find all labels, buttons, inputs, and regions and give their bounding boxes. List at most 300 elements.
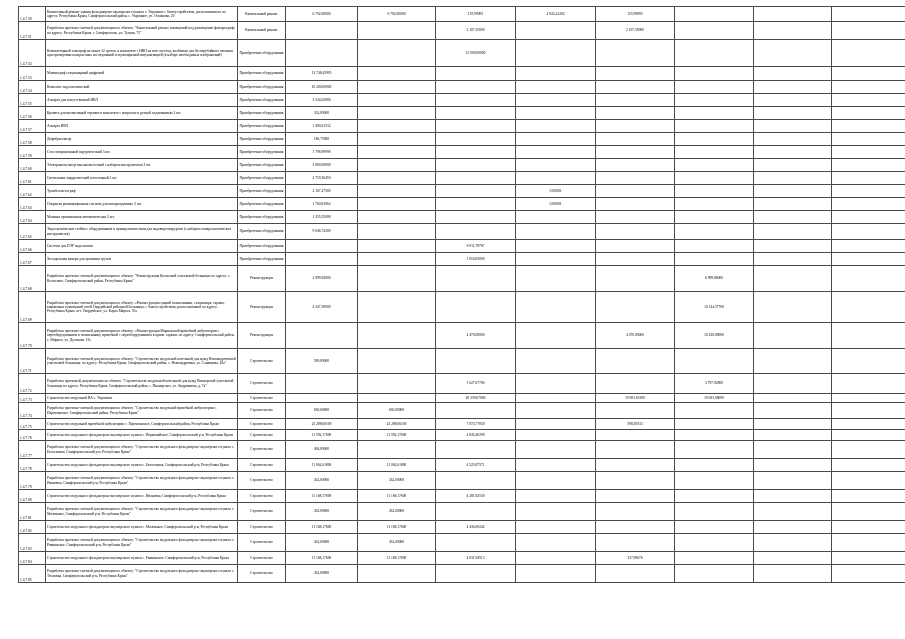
row-number: 1.4.7.67 bbox=[19, 253, 46, 266]
object-name: Разработка проектно-сметной документации по объекту: "Строительство модульной котельной для нужд Новоандреевской участковой больницы, по адресу: Республика Крым, Симферопольский район, с. Новоандреевка, ул. Славянова, 20а" bbox=[46, 349, 238, 374]
empty-cell bbox=[832, 107, 905, 120]
empty-cell bbox=[832, 292, 905, 323]
amount-col-4: 2 924,22202 bbox=[516, 7, 596, 22]
amount-col-4 bbox=[516, 81, 596, 94]
amount-col-6 bbox=[675, 240, 754, 253]
amount-col-5 bbox=[596, 40, 675, 67]
row-number: 1.4.7.59 bbox=[19, 146, 46, 159]
amount-col-5: 2 107,35000 bbox=[596, 22, 675, 40]
amount-col-2 bbox=[358, 172, 436, 185]
amount-col-1: 186,75000 bbox=[286, 133, 358, 146]
amount-col-4 bbox=[516, 534, 596, 552]
amount-col-5 bbox=[596, 374, 675, 394]
amount-col-5 bbox=[596, 198, 675, 211]
amount-col-7 bbox=[754, 159, 832, 172]
table-row bbox=[19, 430, 905, 441]
amount-col-3: 1 016,05000 bbox=[436, 253, 516, 266]
amount-col-3: 155,99095 bbox=[436, 7, 516, 22]
amount-col-2: 23 288,66100 bbox=[358, 419, 436, 430]
amount-col-7 bbox=[754, 534, 832, 552]
amount-col-1: 9 046,74300 bbox=[286, 224, 358, 240]
amount-col-1: 1 796,99999 bbox=[286, 146, 358, 159]
amount-col-7 bbox=[754, 349, 832, 374]
amount-col-5 bbox=[596, 292, 675, 323]
amount-col-4 bbox=[516, 253, 596, 266]
amount-col-6 bbox=[675, 7, 754, 22]
amount-col-7 bbox=[754, 266, 832, 292]
work-type: Приобретение оборудования bbox=[238, 185, 286, 198]
amount-col-3 bbox=[436, 67, 516, 81]
amount-col-2: 432,00000 bbox=[358, 503, 436, 521]
work-type: Приобретение оборудования bbox=[238, 198, 286, 211]
empty-cell bbox=[832, 240, 905, 253]
object-name: Строительство модульной врачебной амбулатории с. Партизанское, Симферопольский район, Республика Крым bbox=[46, 419, 238, 430]
amount-col-3: 1 627,67700 bbox=[436, 374, 516, 394]
amount-col-1: 432,00000 bbox=[286, 472, 358, 490]
amount-col-5 bbox=[596, 349, 675, 374]
amount-col-5 bbox=[596, 185, 675, 198]
amount-col-6 bbox=[675, 40, 754, 67]
amount-col-3: 2 107,35000 bbox=[436, 22, 516, 40]
object-name: Разработка проектно-сметной документации по объекту: "Строительство модульной врачебной амбулатории с. Партизанское, Симферопольский район, Республика Крым" bbox=[46, 403, 238, 419]
amount-col-7 bbox=[754, 120, 832, 133]
amount-col-4 bbox=[516, 430, 596, 441]
amount-col-5 bbox=[596, 266, 675, 292]
table-row bbox=[19, 185, 905, 198]
amount-col-7 bbox=[754, 211, 832, 224]
amount-col-4 bbox=[516, 159, 596, 172]
object-name: Разработка проектно-сметной документации по объекту: «Реконструкция Мирновской врачебной амбулатории с переоборудованием в поликлинику, врачебной с переоборудованием в архив, гаражи, по адресу: Симферопольский район, с. Мирное, ул. Дуганова, 16» bbox=[46, 323, 238, 349]
empty-cell bbox=[832, 133, 905, 146]
amount-col-2 bbox=[358, 198, 436, 211]
object-name: Строительство модульного фельдшерско-акушерского пункта с. Равнинское, Симферопольский р-н, Республика Крым bbox=[46, 552, 238, 565]
table-row bbox=[19, 133, 905, 146]
amount-col-4 bbox=[516, 292, 596, 323]
amount-col-6 bbox=[675, 349, 754, 374]
empty-cell bbox=[832, 394, 905, 403]
amount-col-7 bbox=[754, 441, 832, 459]
object-name: Разработка проектно-сметной документации по объекту: "Капитальный ремонт помещений под размещение флюорографа по адресу: Республика Крым, г. Симферополь, ул. Тухова, 73" bbox=[46, 22, 238, 40]
work-type: Строительство bbox=[238, 552, 286, 565]
amount-col-7 bbox=[754, 403, 832, 419]
amount-col-6: 6 999,86000 bbox=[675, 266, 754, 292]
table-body bbox=[19, 7, 905, 583]
amount-col-7 bbox=[754, 472, 832, 490]
amount-col-7 bbox=[754, 292, 832, 323]
work-type: Строительство bbox=[238, 374, 286, 394]
amount-col-6 bbox=[675, 552, 754, 565]
amount-col-7 bbox=[754, 323, 832, 349]
amount-col-6 bbox=[675, 159, 754, 172]
object-name: Разработка проектно-сметной документации по объекту: "Реконструкция Колхозной участковой больницы по адресу: с. Колхозное, Симферопольский район, Республика Крым" bbox=[46, 266, 238, 292]
work-type: Приобретение оборудования bbox=[238, 172, 286, 185]
work-type: Реконструкция bbox=[238, 266, 286, 292]
empty-cell bbox=[832, 534, 905, 552]
row-number: 1.4.7.72 bbox=[19, 374, 46, 394]
amount-col-4 bbox=[516, 521, 596, 534]
object-name: Разработка проектно-сметной документации по объекту: "Строительство модульного фельдшерско-акушерского пункта с. Равнинское, Симферопольский р-н, Республика Крым" bbox=[46, 534, 238, 552]
amount-col-1: 432,00000 bbox=[286, 503, 358, 521]
amount-col-2 bbox=[358, 349, 436, 374]
empty-cell bbox=[832, 22, 905, 40]
amount-col-6 bbox=[675, 94, 754, 107]
amount-col-5 bbox=[596, 534, 675, 552]
work-type: Капитальный ремонт bbox=[238, 7, 286, 22]
table-row bbox=[19, 323, 905, 349]
work-type: Строительство bbox=[238, 419, 286, 430]
amount-col-3: 4 525,87571 bbox=[436, 459, 516, 472]
table-row bbox=[19, 172, 905, 185]
amount-col-7 bbox=[754, 81, 832, 94]
amount-col-2 bbox=[358, 94, 436, 107]
amount-col-1 bbox=[286, 374, 358, 394]
row-number: 1.4.7.66 bbox=[19, 240, 46, 253]
amount-col-4 bbox=[516, 459, 596, 472]
amount-col-7 bbox=[754, 565, 832, 583]
row-number: 1.4.7.65 bbox=[19, 224, 46, 240]
work-type: Строительство bbox=[238, 459, 286, 472]
object-name: Разработка проектно-сметной документации по объекту: «Реконструкция зданий поликлиники, стационара, гаража, кирпичных помещений сетей Гвардейской районной больницы, с благоустройством, расположенной по адресу: Республика Крым, пгт. Гвардейское, ул. Карла Маркса, 53» bbox=[46, 292, 238, 323]
table-row bbox=[19, 224, 905, 240]
object-name: Дефибриллятор bbox=[46, 133, 238, 146]
amount-col-2 bbox=[358, 240, 436, 253]
amount-col-1: 2 719,30450 bbox=[286, 172, 358, 185]
amount-col-1: 2 167,27500 bbox=[286, 185, 358, 198]
amount-col-7 bbox=[754, 521, 832, 534]
table-row bbox=[19, 490, 905, 503]
amount-col-3 bbox=[436, 472, 516, 490]
amount-col-7 bbox=[754, 146, 832, 159]
amount-col-6 bbox=[675, 22, 754, 40]
amount-col-2: 11 168,17600 bbox=[358, 490, 436, 503]
amount-col-2: 6 792,00000 bbox=[358, 7, 436, 22]
amount-col-6: 10 144,37700 bbox=[675, 292, 754, 323]
work-type: Строительство bbox=[238, 430, 286, 441]
row-number: 1.4.7.62 bbox=[19, 185, 46, 198]
table-row bbox=[19, 120, 905, 133]
empty-cell bbox=[832, 323, 905, 349]
work-type: Приобретение оборудования bbox=[238, 240, 286, 253]
table-row bbox=[19, 240, 905, 253]
object-name: Строительство модульного фельдшерско-акушерского пункта с. Первомайское, Симферопольский р-н, Республика Крым bbox=[46, 430, 238, 441]
amount-col-4 bbox=[516, 349, 596, 374]
work-type: Строительство bbox=[238, 490, 286, 503]
amount-col-1: 3 000,00000 bbox=[286, 159, 358, 172]
object-name: Капитальный ремонт здания фельдшерско-акушерского пункта с. Укромное с благоустройством, расположенного по адресу: Республика Крым, Симферопольский район, с. Укромное, ул. Османова, 20 bbox=[46, 7, 238, 22]
amount-col-1: 599,00000 bbox=[286, 349, 358, 374]
work-type: Приобретение оборудования bbox=[238, 40, 286, 67]
amount-col-3 bbox=[436, 94, 516, 107]
amount-col-2 bbox=[358, 81, 436, 94]
amount-col-1: 11 168,17600 bbox=[286, 490, 358, 503]
row-number: 1.4.7.61 bbox=[19, 172, 46, 185]
amount-col-7 bbox=[754, 22, 832, 40]
table-row bbox=[19, 22, 905, 40]
object-name: Машина промывочная автоматическая 2 шт. bbox=[46, 211, 238, 224]
row-number: 1.4.7.57 bbox=[19, 120, 46, 133]
amount-col-5 bbox=[596, 133, 675, 146]
amount-col-6 bbox=[675, 146, 754, 159]
object-name: Открытая реанимационная система для новорожденных 3 шт. bbox=[46, 198, 238, 211]
amount-col-6 bbox=[675, 419, 754, 430]
amount-col-6 bbox=[675, 81, 754, 94]
amount-col-3 bbox=[436, 120, 516, 133]
row-number: 1.4.7.71 bbox=[19, 349, 46, 374]
amount-col-1: 11 168,17600 bbox=[286, 521, 358, 534]
row-number: 1.4.7.74 bbox=[19, 403, 46, 419]
amount-col-4 bbox=[516, 323, 596, 349]
empty-cell bbox=[832, 67, 905, 81]
amount-col-7 bbox=[754, 185, 832, 198]
row-number: 1.4.7.55 bbox=[19, 94, 46, 107]
row-number: 1.4.7.78 bbox=[19, 459, 46, 472]
table-row bbox=[19, 253, 905, 266]
empty-cell bbox=[832, 94, 905, 107]
work-type: Реконструкция bbox=[238, 323, 286, 349]
amount-col-2 bbox=[358, 323, 436, 349]
table-row bbox=[19, 534, 905, 552]
row-number: 1.4.7.75 bbox=[19, 419, 46, 430]
amount-col-4 bbox=[516, 146, 596, 159]
amount-col-4 bbox=[516, 472, 596, 490]
empty-cell bbox=[832, 146, 905, 159]
amount-col-6 bbox=[675, 490, 754, 503]
amount-col-2: 11 592,17600 bbox=[358, 430, 436, 441]
amount-col-5 bbox=[596, 94, 675, 107]
amount-col-7 bbox=[754, 419, 832, 430]
amount-col-3: 2 845,40299 bbox=[436, 430, 516, 441]
table-row bbox=[19, 211, 905, 224]
amount-col-2: 432,00000 bbox=[358, 472, 436, 490]
empty-cell bbox=[832, 503, 905, 521]
amount-col-5 bbox=[596, 459, 675, 472]
amount-col-1: 2 999,94000 bbox=[286, 266, 358, 292]
amount-col-5 bbox=[596, 159, 675, 172]
amount-col-5 bbox=[596, 521, 675, 534]
row-number: 1.4.7.73 bbox=[19, 394, 46, 403]
amount-col-2: 630,00000 bbox=[358, 403, 436, 419]
amount-col-1: 11 592,17600 bbox=[286, 430, 358, 441]
amount-col-5 bbox=[596, 472, 675, 490]
empty-cell bbox=[832, 430, 905, 441]
table-row bbox=[19, 565, 905, 583]
amount-col-6 bbox=[675, 430, 754, 441]
amount-col-7 bbox=[754, 107, 832, 120]
amount-col-1: 11 062,61800 bbox=[286, 459, 358, 472]
amount-col-4 bbox=[516, 394, 596, 403]
row-number: 1.4.7.54 bbox=[19, 81, 46, 94]
amount-col-7 bbox=[754, 253, 832, 266]
amount-col-3: 4 470,00000 bbox=[436, 323, 516, 349]
amount-col-2 bbox=[358, 253, 436, 266]
work-type: Строительство bbox=[238, 503, 286, 521]
amount-col-6: 10 430,00000 bbox=[675, 323, 754, 349]
amount-col-2 bbox=[358, 107, 436, 120]
table-row bbox=[19, 394, 905, 403]
empty-cell bbox=[832, 521, 905, 534]
amount-col-2 bbox=[358, 133, 436, 146]
object-name: Разработка проектно-сметной документации по объекту: "Строительство модульного фельдшерско-акушерского пункта с. Ивановка, Симферопольский р-н, Республика Крым" bbox=[46, 472, 238, 490]
amount-col-4 bbox=[516, 240, 596, 253]
amount-col-3 bbox=[436, 211, 516, 224]
amount-col-6: 19 033,98090 bbox=[675, 394, 754, 403]
work-type: Строительство bbox=[238, 521, 286, 534]
amount-col-3 bbox=[436, 172, 516, 185]
amount-col-2 bbox=[358, 292, 436, 323]
table-row bbox=[19, 441, 905, 459]
amount-col-6 bbox=[675, 403, 754, 419]
amount-col-6 bbox=[675, 211, 754, 224]
amount-col-2 bbox=[358, 441, 436, 459]
empty-cell bbox=[832, 441, 905, 459]
empty-cell bbox=[832, 490, 905, 503]
amount-col-3: 4 031,94513 bbox=[436, 552, 516, 565]
amount-col-7 bbox=[754, 133, 832, 146]
amount-col-3 bbox=[436, 198, 516, 211]
object-name: Система для ПЭР эндоскопии bbox=[46, 240, 238, 253]
row-number: 1.4.7.56 bbox=[19, 107, 46, 120]
amount-col-2 bbox=[358, 185, 436, 198]
amount-col-7 bbox=[754, 224, 832, 240]
amount-col-6 bbox=[675, 534, 754, 552]
row-number: 1.4.7.84 bbox=[19, 552, 46, 565]
amount-col-6 bbox=[675, 224, 754, 240]
amount-col-4 bbox=[516, 503, 596, 521]
row-number: 1.4.7.70 bbox=[19, 323, 46, 349]
work-type: Строительство bbox=[238, 394, 286, 403]
amount-col-6: 3 797,92800 bbox=[675, 374, 754, 394]
amount-col-6 bbox=[675, 185, 754, 198]
row-number: 1.4.7.52 bbox=[19, 40, 46, 67]
amount-col-3 bbox=[436, 441, 516, 459]
empty-cell bbox=[832, 253, 905, 266]
object-name: Разработка проектно-сметной документации по объекту: "Строительство модульного фельдшерско-акушерского пункта с. Тепловка, Симферопольский р-н, Республика Крым" bbox=[46, 565, 238, 583]
amount-col-7 bbox=[754, 172, 832, 185]
amount-col-5 bbox=[596, 503, 675, 521]
amount-col-2: 432,00000 bbox=[358, 534, 436, 552]
row-number: 1.4.7.83 bbox=[19, 534, 46, 552]
object-name: Маммограф стационарный цифровой bbox=[46, 67, 238, 81]
amount-col-1: 3 524,62800 bbox=[286, 94, 358, 107]
amount-col-3: 31 000,00000 bbox=[436, 40, 516, 67]
table-row bbox=[19, 81, 905, 94]
amount-col-1: 630,00000 bbox=[286, 403, 358, 419]
amount-col-6 bbox=[675, 133, 754, 146]
table-row bbox=[19, 403, 905, 419]
amount-col-3 bbox=[436, 81, 516, 94]
empty-cell bbox=[832, 552, 905, 565]
amount-col-1: 4 347,39000 bbox=[286, 292, 358, 323]
amount-col-6 bbox=[675, 198, 754, 211]
amount-col-6 bbox=[675, 172, 754, 185]
amount-col-5 bbox=[596, 120, 675, 133]
amount-col-6 bbox=[675, 503, 754, 521]
amount-col-2 bbox=[358, 374, 436, 394]
amount-col-2 bbox=[358, 266, 436, 292]
empty-cell bbox=[832, 185, 905, 198]
amount-col-1 bbox=[286, 394, 358, 403]
object-name: Электрокоагулятор высокочастотный с набором инструментов 3 шт. bbox=[46, 159, 238, 172]
amount-col-4 bbox=[516, 490, 596, 503]
object-name: Строительство модульного фельдшерско-акушерского пункта с. Белоглинка, Симферопольский р-н, Республика Крым bbox=[46, 459, 238, 472]
amount-col-5 bbox=[596, 430, 675, 441]
amount-col-1 bbox=[286, 323, 358, 349]
object-name: Эндоскопические стойки с оборудованием и принадлежностями для эндовидеохирургии (с набором лапароскопических инструментов) bbox=[46, 224, 238, 240]
object-name: Разработка проектно-сметной документации по объекту: "Строительство модульного фельдшерско-акушерского пункта с. Маленькое, Симферопольский р-н, Республика Крым" bbox=[46, 503, 238, 521]
amount-col-4 bbox=[516, 552, 596, 565]
row-number: 1.4.7.60 bbox=[19, 159, 46, 172]
work-type: Приобретение оборудования bbox=[238, 133, 286, 146]
object-name: Комплекс эндоскопический bbox=[46, 81, 238, 94]
amount-col-6 bbox=[675, 472, 754, 490]
amount-col-1: 432,00000 bbox=[286, 534, 358, 552]
amount-col-4 bbox=[516, 107, 596, 120]
amount-col-2 bbox=[358, 146, 436, 159]
amount-col-6 bbox=[675, 521, 754, 534]
row-number: 1.4.7.81 bbox=[19, 503, 46, 521]
empty-cell bbox=[832, 419, 905, 430]
table-row bbox=[19, 472, 905, 490]
table-row bbox=[19, 419, 905, 430]
work-type: Строительство bbox=[238, 441, 286, 459]
object-name: Холодильная камера для хранения трупов bbox=[46, 253, 238, 266]
row-number: 1.4.7.79 bbox=[19, 472, 46, 490]
table-row bbox=[19, 503, 905, 521]
row-number: 1.4.7.51 bbox=[19, 22, 46, 40]
row-number: 1.4.7.69 bbox=[19, 292, 46, 323]
amount-col-3 bbox=[436, 185, 516, 198]
amount-col-1: 1 490,61532 bbox=[286, 120, 358, 133]
amount-col-3 bbox=[436, 107, 516, 120]
row-number: 1.4.7.64 bbox=[19, 211, 46, 224]
amount-col-6 bbox=[675, 565, 754, 583]
work-type: Приобретение оборудования bbox=[238, 107, 286, 120]
amount-col-5 bbox=[596, 224, 675, 240]
amount-col-5 bbox=[596, 441, 675, 459]
amount-col-2 bbox=[358, 40, 436, 67]
amount-col-2 bbox=[358, 22, 436, 40]
amount-col-3 bbox=[436, 159, 516, 172]
object-name: Тромбоэластограф bbox=[46, 185, 238, 198]
work-type: Строительство bbox=[238, 349, 286, 374]
amount-col-1 bbox=[286, 40, 358, 67]
budget-table bbox=[18, 6, 905, 583]
amount-col-7 bbox=[754, 40, 832, 67]
amount-col-3: 6 911,78767 bbox=[436, 240, 516, 253]
amount-col-2 bbox=[358, 120, 436, 133]
object-name: Разработка проектно-сметной документации по объекту: "Строительство модульного фельдшерско-акушерского пункта с. Белоглинка, Симферопольский р-н, Республика Крым" bbox=[46, 441, 238, 459]
table-row bbox=[19, 107, 905, 120]
empty-cell bbox=[832, 159, 905, 172]
table-row bbox=[19, 159, 905, 172]
work-type: Приобретение оборудования bbox=[238, 94, 286, 107]
amount-col-7 bbox=[754, 240, 832, 253]
amount-col-1: 332,00000 bbox=[286, 107, 358, 120]
amount-col-3: 4 281,92530 bbox=[436, 490, 516, 503]
amount-col-4 bbox=[516, 120, 596, 133]
amount-col-4 bbox=[516, 266, 596, 292]
amount-col-3 bbox=[436, 224, 516, 240]
row-number: 1.4.7.68 bbox=[19, 266, 46, 292]
amount-col-7 bbox=[754, 67, 832, 81]
object-name: Разработка проектной документации по объекту: "Строительство модульной котельной для нужд Пионерской участковой больницы по адресу: Республика Крым, Симферопольский район, с. Пионерское, ул. Андрианова, д. 7а" bbox=[46, 374, 238, 394]
amount-col-1: 23 288,66100 bbox=[286, 419, 358, 430]
amount-col-3 bbox=[436, 292, 516, 323]
object-name: Стол операционный хирургический 3 шт. bbox=[46, 146, 238, 159]
amount-col-7 bbox=[754, 503, 832, 521]
amount-col-5 bbox=[596, 172, 675, 185]
amount-col-2 bbox=[358, 211, 436, 224]
